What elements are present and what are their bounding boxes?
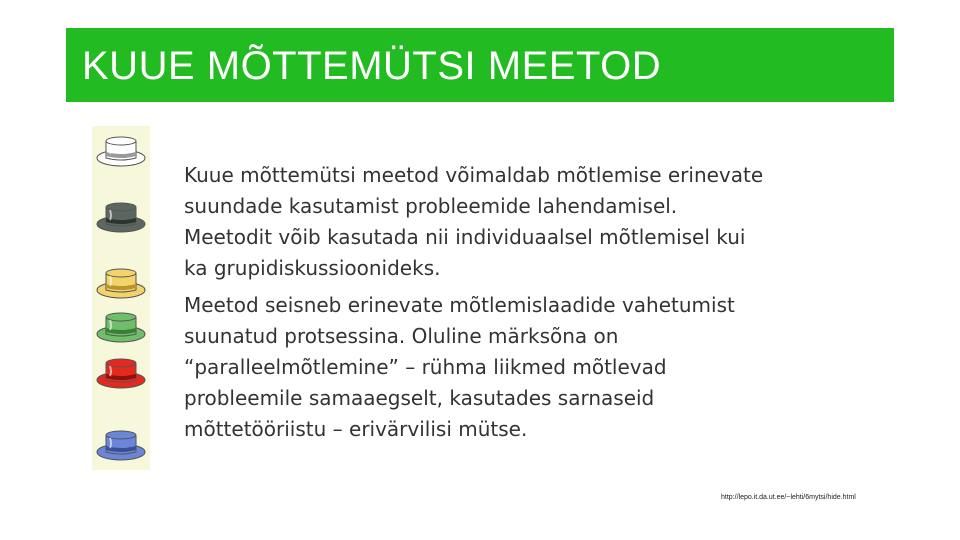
- text-line: Meetodit võib kasutada nii individuaalsel mõtlemisel kui: [184, 225, 746, 249]
- paragraph-method: [184, 290, 804, 445]
- blue-hat-icon: [94, 424, 148, 464]
- paragraph-intro: [184, 160, 804, 284]
- text-line: “paralleelmõtlemine” – rühma liikmed mõtlevad: [184, 355, 667, 379]
- title-bar: [66, 28, 894, 102]
- text-line: mõttetööriistu – erivärvilisi mütse.: [184, 417, 528, 441]
- text-line: suunatud protsessina. Oluline märksõna on: [184, 324, 619, 348]
- text-line: Kuue mõttemütsi meetod võimaldab mõtlemise erinevate: [184, 163, 764, 187]
- slide-title: KUUE MÕTTEMÜTSI MEETOD: [82, 44, 662, 88]
- black-hat-icon: [94, 196, 148, 236]
- source-link[interactable]: http://lepo.it.da.ut.ee/~lehti/6mytsi/hide.html: [721, 494, 856, 501]
- yellow-hat-icon: [94, 262, 148, 302]
- text-line: probleemile samaaegselt, kasutades sarnaseid: [184, 386, 655, 410]
- white-hat-icon: [94, 130, 148, 170]
- hat-strip: [92, 126, 150, 470]
- slide-body: [184, 160, 804, 451]
- text-line: Meetod seisneb erinevate mõtlemislaadide vahetumist: [184, 293, 735, 317]
- red-hat-icon: [94, 352, 148, 392]
- green-hat-icon: [94, 306, 148, 346]
- text-line: ka grupidiskussioonideks.: [184, 256, 441, 280]
- text-line: suundade kasutamist probleemide lahendamisel.: [184, 194, 678, 218]
